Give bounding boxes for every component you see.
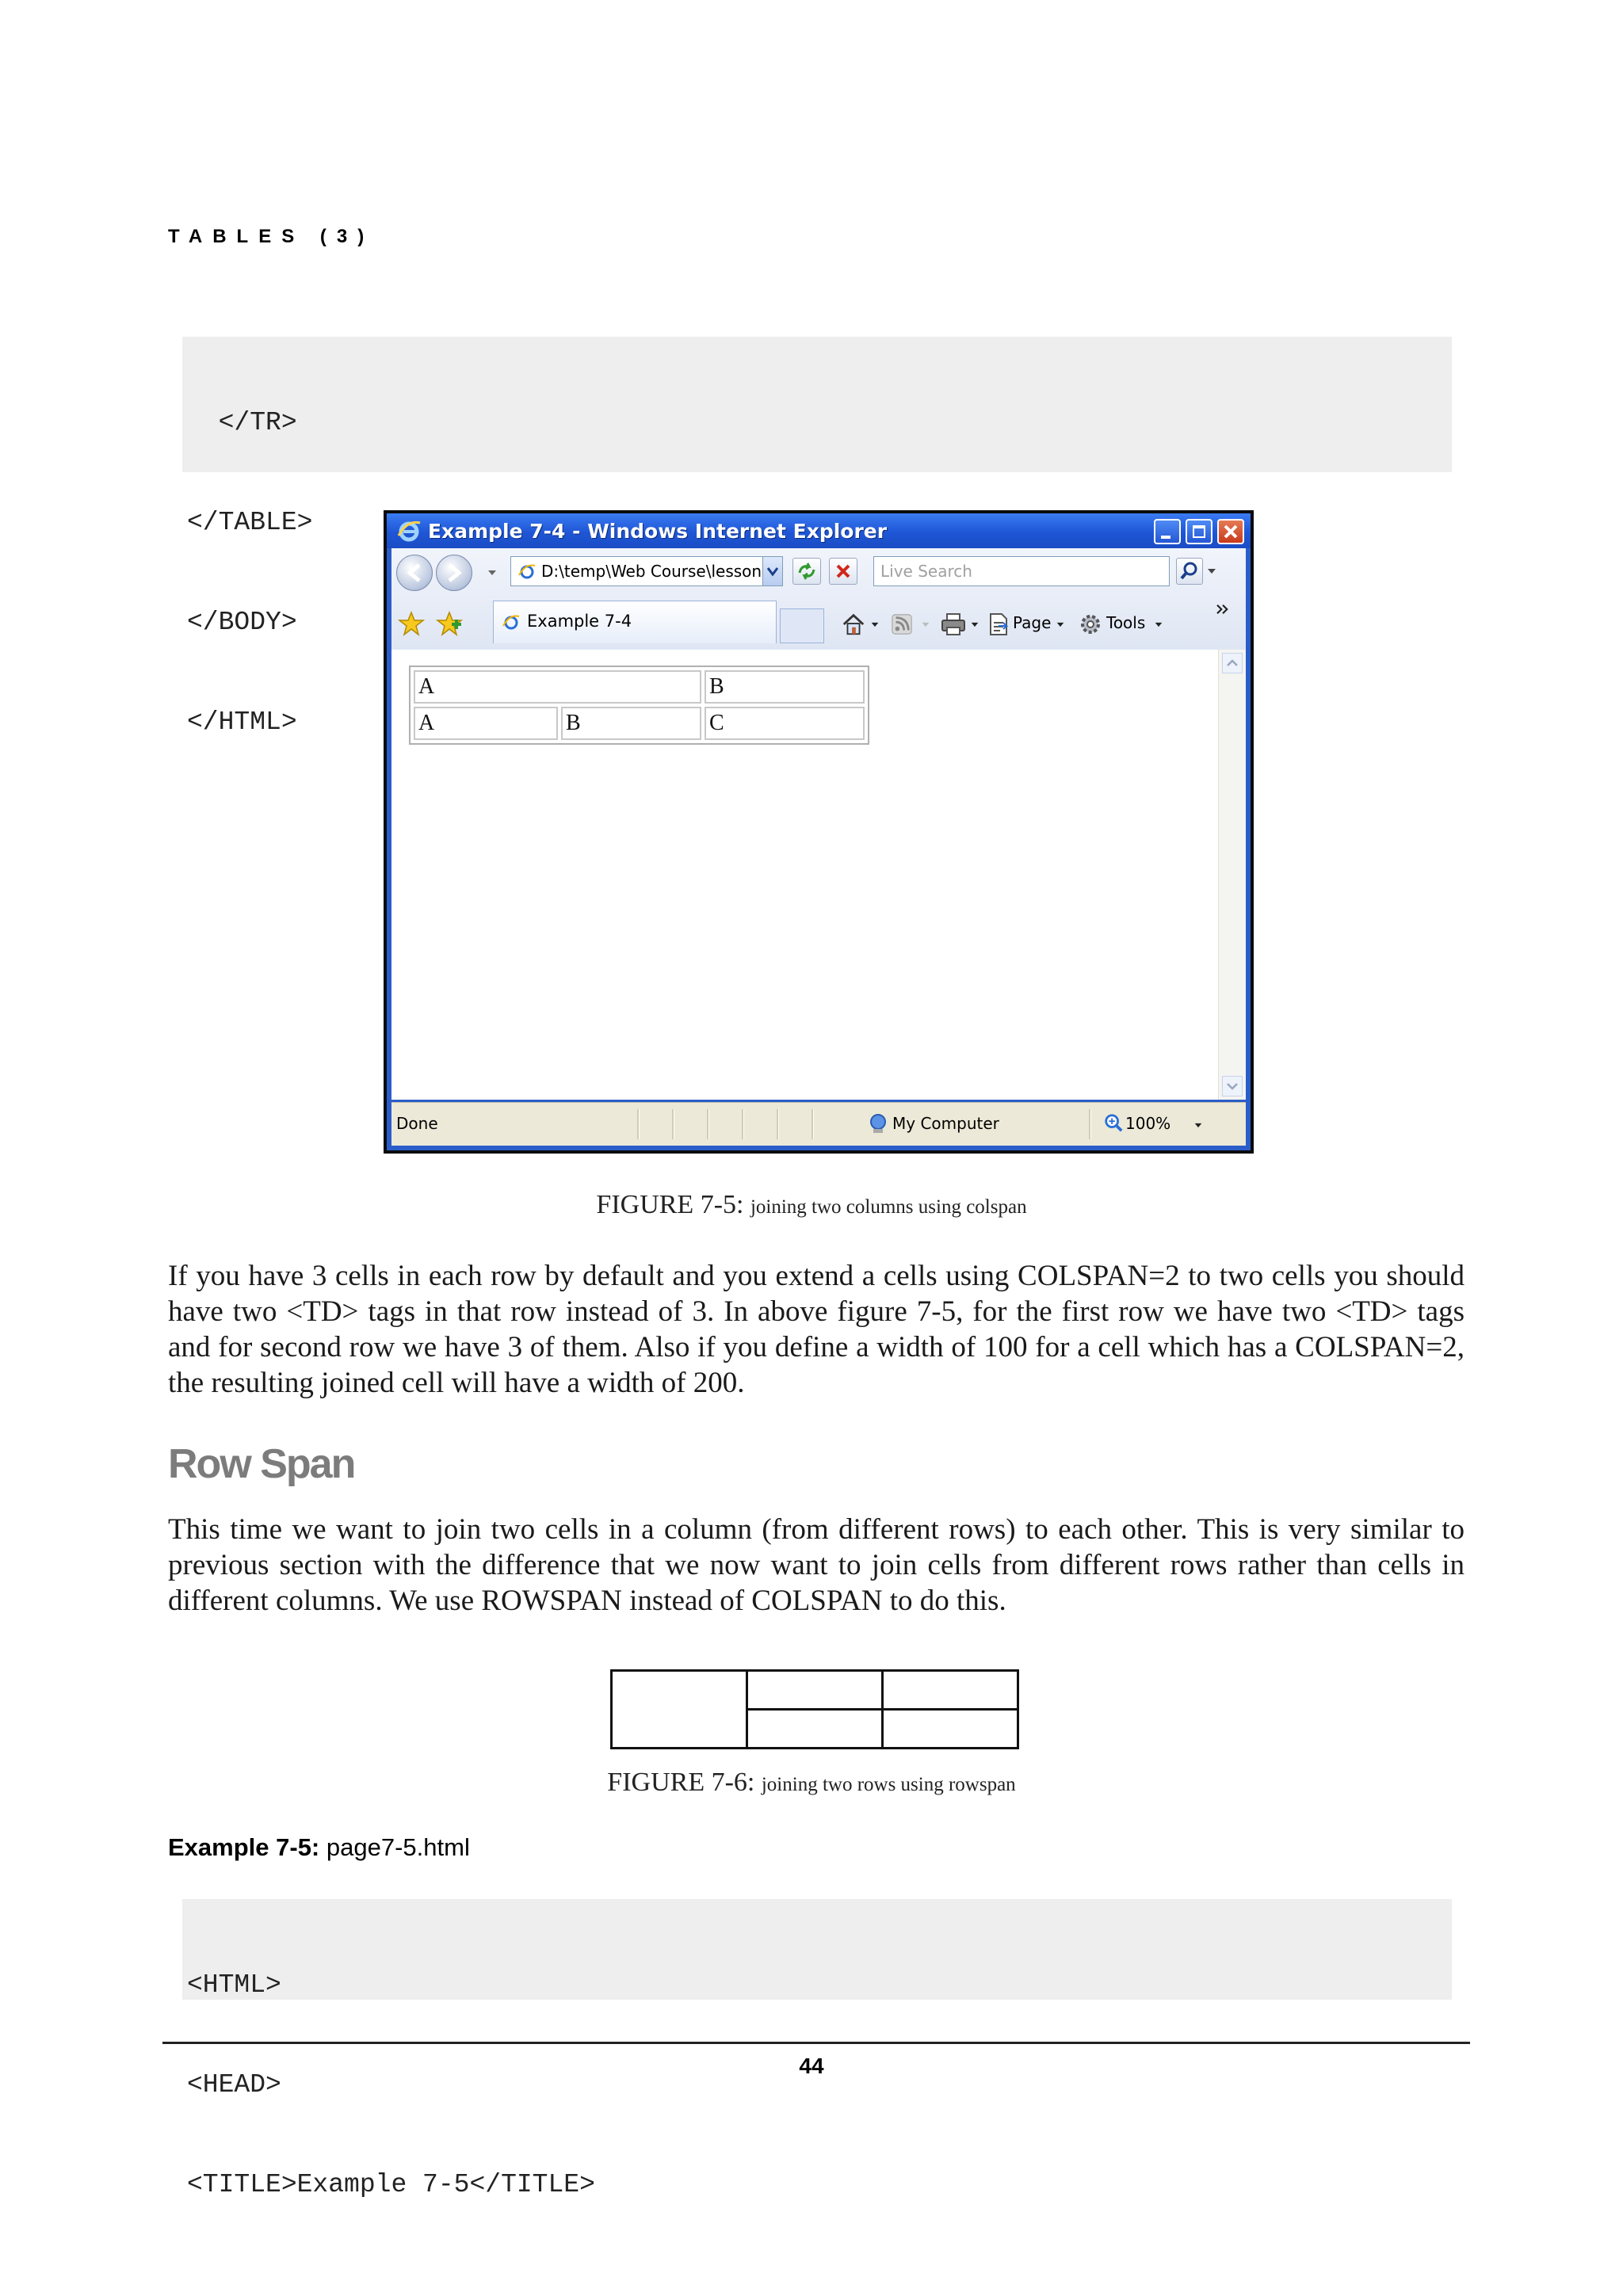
example-label	[168, 1833, 470, 1862]
figure-7-6-caption	[0, 1768, 1623, 1798]
feeds-dropdown-icon[interactable]	[921, 621, 930, 628]
status-divider	[672, 1109, 674, 1139]
browser-screenshot	[384, 510, 1254, 1154]
page-icon	[517, 562, 537, 581]
search-icon	[1177, 559, 1202, 584]
chevron-down-icon	[763, 557, 782, 585]
table-cell	[883, 1671, 1018, 1710]
stop-icon	[830, 559, 857, 584]
status-divider	[812, 1109, 814, 1139]
search-input[interactable]: Live Search	[873, 556, 1170, 586]
page-menu[interactable]: Page	[1013, 613, 1052, 632]
close-window-button[interactable]	[1217, 519, 1244, 544]
page-menu-dropdown-icon[interactable]	[1056, 621, 1065, 628]
back-button[interactable]	[396, 555, 433, 591]
search-options-icon[interactable]	[1206, 567, 1217, 575]
tools-menu[interactable]: Tools	[1106, 613, 1146, 632]
refresh-button[interactable]	[792, 558, 821, 585]
table-cell: B	[561, 707, 701, 740]
page-number: 44	[799, 2054, 824, 2078]
status-divider	[742, 1109, 744, 1139]
history-dropdown-icon[interactable]	[487, 569, 498, 577]
tab-label: Example 7-4	[527, 612, 632, 631]
example-number: Example 7-5:	[168, 1833, 320, 1861]
browser-title: Example 7-4 - Windows Internet Explorer	[428, 520, 888, 543]
address-bar[interactable]	[510, 556, 781, 586]
table-cell	[883, 1710, 1018, 1749]
status-divider	[777, 1109, 779, 1139]
paragraph-colspan: If you have 3 cells in each row by default and you extend a cells using COLSPAN=2 to two cells you should have two <TD> tags in that row instead of 3. In above figure 7-5, for the first row we have two <TD> tags and for second row we have 3 of them. Also if you define a width of 100 for a cell which has a COLSPAN=2, the resulting joined cell will have a width of 200.	[168, 1260, 1465, 1399]
status-divider	[1089, 1109, 1091, 1139]
home-icon[interactable]	[840, 612, 867, 637]
running-head: TABLES (3)	[168, 226, 375, 247]
table-cell: C	[705, 707, 865, 740]
code-line: </TR>	[187, 408, 297, 437]
print-icon[interactable]	[940, 612, 967, 637]
address-text: D:\temp\Web Course\lesson	[541, 562, 762, 581]
stop-button[interactable]	[829, 558, 857, 585]
code-line: <TITLE>Example 7-5</TITLE>	[187, 2170, 595, 2199]
chevron-more-icon[interactable]	[1216, 604, 1230, 615]
forward-arrow-icon	[437, 555, 472, 590]
tools-menu-dropdown-icon[interactable]	[1154, 621, 1163, 628]
computer-zone-icon	[867, 1112, 889, 1135]
vertical-scrollbar[interactable]	[1218, 650, 1246, 1100]
maximize-button[interactable]	[1186, 519, 1212, 544]
rowspan-diagram	[610, 1669, 1019, 1749]
status-divider	[707, 1109, 709, 1139]
merged-cell	[612, 1671, 747, 1749]
paragraph-rowspan: This time we want to join two cells in a column (from different rows) to each other. This is very similar to previous section with the difference that we now want to join cells from different rows rather than cells in different columns. We use ROWSPAN instead of COLSPAN to do this.	[168, 1513, 1465, 1617]
status-zoom[interactable]: 100%	[1125, 1114, 1171, 1133]
page-menu-icon[interactable]	[987, 612, 1010, 637]
table-cell	[747, 1671, 883, 1710]
tab-example-7-4[interactable]	[493, 601, 777, 643]
code-line: </HTML>	[187, 707, 297, 737]
figure-7-5-caption	[0, 1190, 1623, 1220]
minimize-button[interactable]	[1154, 519, 1181, 544]
figure-text: joining two columns using colspan	[750, 1196, 1027, 1218]
section-heading: Row Span	[168, 1441, 355, 1487]
table-cell: B	[705, 670, 865, 704]
figure-label: FIGURE 7-6:	[607, 1768, 755, 1797]
forward-button[interactable]	[436, 555, 472, 591]
back-arrow-icon	[397, 555, 432, 590]
code-line: <HTML>	[187, 1970, 281, 2000]
zoom-dropdown-icon[interactable]	[1193, 1122, 1203, 1129]
home-dropdown-icon[interactable]	[870, 621, 880, 628]
code-line: <HEAD>	[187, 2070, 281, 2100]
gear-icon[interactable]	[1078, 612, 1103, 637]
browser-titlebar	[387, 513, 1251, 548]
refresh-icon	[793, 559, 820, 584]
footer-rule	[162, 2042, 1470, 2044]
print-dropdown-icon[interactable]	[970, 621, 980, 628]
search-button[interactable]	[1176, 558, 1203, 585]
ie-logo-icon	[396, 518, 422, 543]
table-cell	[747, 1710, 883, 1749]
add-favorites-icon[interactable]	[436, 610, 463, 637]
address-dropdown-button[interactable]	[762, 556, 783, 586]
feeds-icon[interactable]	[891, 613, 913, 635]
browser-toolbar	[391, 548, 1246, 651]
code-line: </TABLE>	[187, 508, 313, 537]
scroll-down-button[interactable]	[1222, 1076, 1243, 1097]
zoom-icon[interactable]	[1103, 1112, 1124, 1133]
figure-text: joining two rows using rowspan	[761, 1774, 1016, 1795]
status-zone: My Computer	[892, 1114, 999, 1133]
table-cell: A	[414, 670, 701, 704]
chevron-up-icon	[1223, 654, 1242, 673]
code-line: </BODY>	[187, 608, 297, 637]
browser-content	[391, 650, 1246, 1100]
status-done: Done	[396, 1114, 438, 1133]
table-cell: A	[414, 707, 558, 740]
status-divider	[637, 1109, 640, 1139]
rendered-colspan-table	[409, 666, 869, 745]
favorites-star-icon[interactable]	[398, 610, 425, 637]
browser-statusbar	[391, 1102, 1246, 1146]
new-tab-button[interactable]	[780, 608, 824, 643]
tab-page-icon	[502, 612, 521, 631]
figure-label: FIGURE 7-5:	[596, 1190, 744, 1219]
example-file: page7-5.html	[326, 1833, 470, 1861]
scroll-up-button[interactable]	[1222, 653, 1243, 673]
chevron-down-icon	[1223, 1077, 1242, 1096]
close-icon	[1219, 521, 1243, 543]
